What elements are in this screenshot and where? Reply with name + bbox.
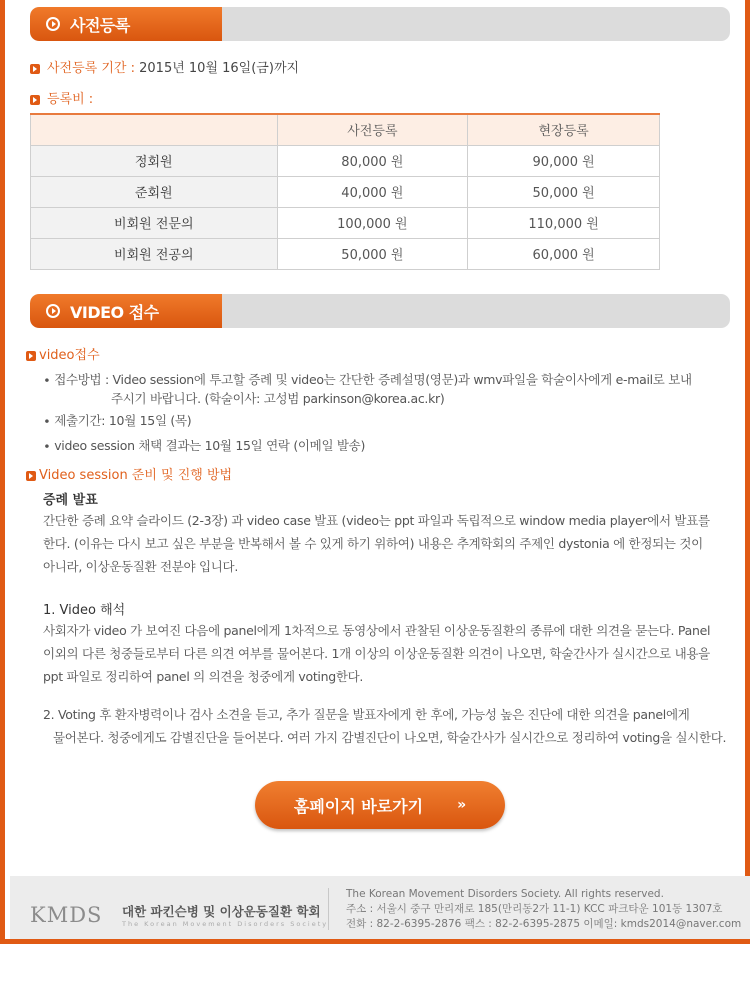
registration-fee-label — [30, 88, 93, 107]
section-header-registration — [30, 7, 730, 41]
member-type: 준회원 — [31, 176, 278, 207]
kmds-logo: KMDS — [30, 903, 103, 927]
footer — [10, 876, 750, 939]
table-row — [31, 238, 660, 269]
step1-description — [43, 619, 733, 688]
footer-divider — [328, 888, 329, 930]
section-title: 사전등록 — [70, 15, 130, 35]
selection-result — [43, 434, 733, 457]
prep-method-label — [26, 464, 232, 483]
pre-fee: 50,000 원 — [277, 238, 468, 269]
fee-table — [30, 113, 660, 270]
section-header-video — [30, 294, 730, 328]
footer-info — [346, 887, 741, 932]
list-item: ∙ 접수방법 : Video session에 투고할 증례 및 video는 간단한 증례설명(영문)과 wmv파일을 학술이사에게 e-mail로 보내 — [43, 372, 692, 387]
bullet-arrow-icon — [30, 64, 40, 74]
bullet-arrow-icon — [30, 95, 40, 105]
org-name-en: The Korean Movement Disorders Society — [122, 920, 329, 928]
text-line: ppt 파일로 정리하여 panel 의 의견을 청중에게 voting한다. — [43, 669, 364, 684]
table-header-row — [31, 114, 660, 145]
text-line: 사회자가 video 가 보여진 다음에 panel에게 1차적으로 동영상에서 관찰된 이상운동질환의 종류에 대한 의견을 묻는다. Panel — [43, 623, 711, 638]
step2-description — [43, 703, 733, 749]
table-row — [31, 176, 660, 207]
homepage-button-label: 홈페이지 바로가기 — [293, 796, 424, 816]
circle-arrow-icon — [46, 17, 60, 31]
section-title: VIDEO 접수 — [70, 302, 159, 322]
fee-label: 등록비 : — [47, 92, 94, 107]
onsite-fee: 60,000 원 — [468, 238, 660, 269]
table-header: 사전등록 — [277, 114, 468, 145]
section-tab — [30, 7, 222, 41]
text-line: 물어본다. 청중에게도 감별진단을 들어본다. 여러 가지 감별진단이 나오면, 학술간사가 실시간으로 정리하여 voting을 실시한다. — [53, 730, 727, 745]
copyright: The Korean Movement Disorders Society. All rights reserved. — [346, 888, 664, 900]
period-label: 사전등록 기간 : — [47, 61, 135, 76]
table-row — [31, 207, 660, 238]
list-item: ∙ video session 채택 결과는 10월 15일 연락 (이메일 발송) — [43, 438, 366, 453]
text-line: 이외의 다른 청중들로부터 다른 의견 여부를 물어본다. 1개 이상의 이상운동질환 의견이 나오면, 학술간사가 실시간으로 내용을 — [43, 646, 710, 661]
text-line: 아니라, 이상운동질환 전분야 입니다. — [43, 559, 238, 574]
pre-fee: 40,000 원 — [277, 176, 468, 207]
onsite-fee: 90,000 원 — [468, 145, 660, 176]
member-type: 비회원 전문의 — [31, 207, 278, 238]
table-header: 현장등록 — [468, 114, 660, 145]
registration-period — [30, 57, 299, 76]
pre-fee: 100,000 원 — [277, 207, 468, 238]
text-line: 한다. (이유는 다시 보고 싶은 부분을 반복해서 볼 수 있게 하기 위하여) 내용은 추계학회의 주제인 dystonia 에 한정되는 것이 — [43, 536, 703, 551]
table-header — [31, 114, 278, 145]
list-item: 주시기 바랍니다. (학술이사: 고성범 parkinson@korea.ac.kr) — [111, 391, 445, 406]
section-tab — [30, 294, 222, 328]
double-chevron-right-icon: » — [457, 797, 467, 813]
case-description — [43, 509, 733, 578]
homepage-button[interactable] — [255, 781, 505, 829]
video-submission-label — [26, 344, 100, 363]
org-name-ko: 대한 파킨슨병 및 이상운동질환 학회 — [122, 904, 321, 919]
circle-arrow-icon — [46, 304, 60, 318]
text-line: 간단한 증례 요약 슬라이드 (2-3장) 과 video case 발표 (video는 ppt 파일과 독립적으로 window media player에서 발표를 — [43, 513, 710, 528]
video-label: video접수 — [39, 348, 100, 363]
case-title: 증례 발표 — [43, 493, 98, 508]
address: 주소 : 서울시 중구 만리재로 185(만리동2가 11-1) KCC 파크타운 101동 1307호 — [346, 903, 723, 915]
pre-fee: 80,000 원 — [277, 145, 468, 176]
member-type: 정회원 — [31, 145, 278, 176]
bullet-arrow-icon — [26, 471, 36, 481]
submission-period — [43, 409, 733, 432]
member-type: 비회원 전공의 — [31, 238, 278, 269]
contact: 전화 : 82-2-6395-2876 팩스 : 82-2-6395-2875 이메일: kmds2014@naver.com — [346, 918, 742, 930]
table-row — [31, 145, 660, 176]
period-value: 2015년 10월 16일(금)까지 — [135, 61, 300, 76]
prep-label: Video session 준비 및 진행 방법 — [39, 468, 233, 483]
onsite-fee: 50,000 원 — [468, 176, 660, 207]
step1-title: 1. Video 해석 — [43, 603, 126, 618]
submission-method — [43, 368, 733, 410]
onsite-fee: 110,000 원 — [468, 207, 660, 238]
list-item: ∙ 제출기간: 10월 15일 (목) — [43, 413, 192, 428]
text-line: 2. Voting 후 환자병력이나 검사 소견을 듣고, 추가 질문을 발표자에게 한 후에, 가능성 높은 진단에 대한 의견을 panel에게 — [43, 707, 690, 722]
bullet-arrow-icon — [26, 351, 36, 361]
